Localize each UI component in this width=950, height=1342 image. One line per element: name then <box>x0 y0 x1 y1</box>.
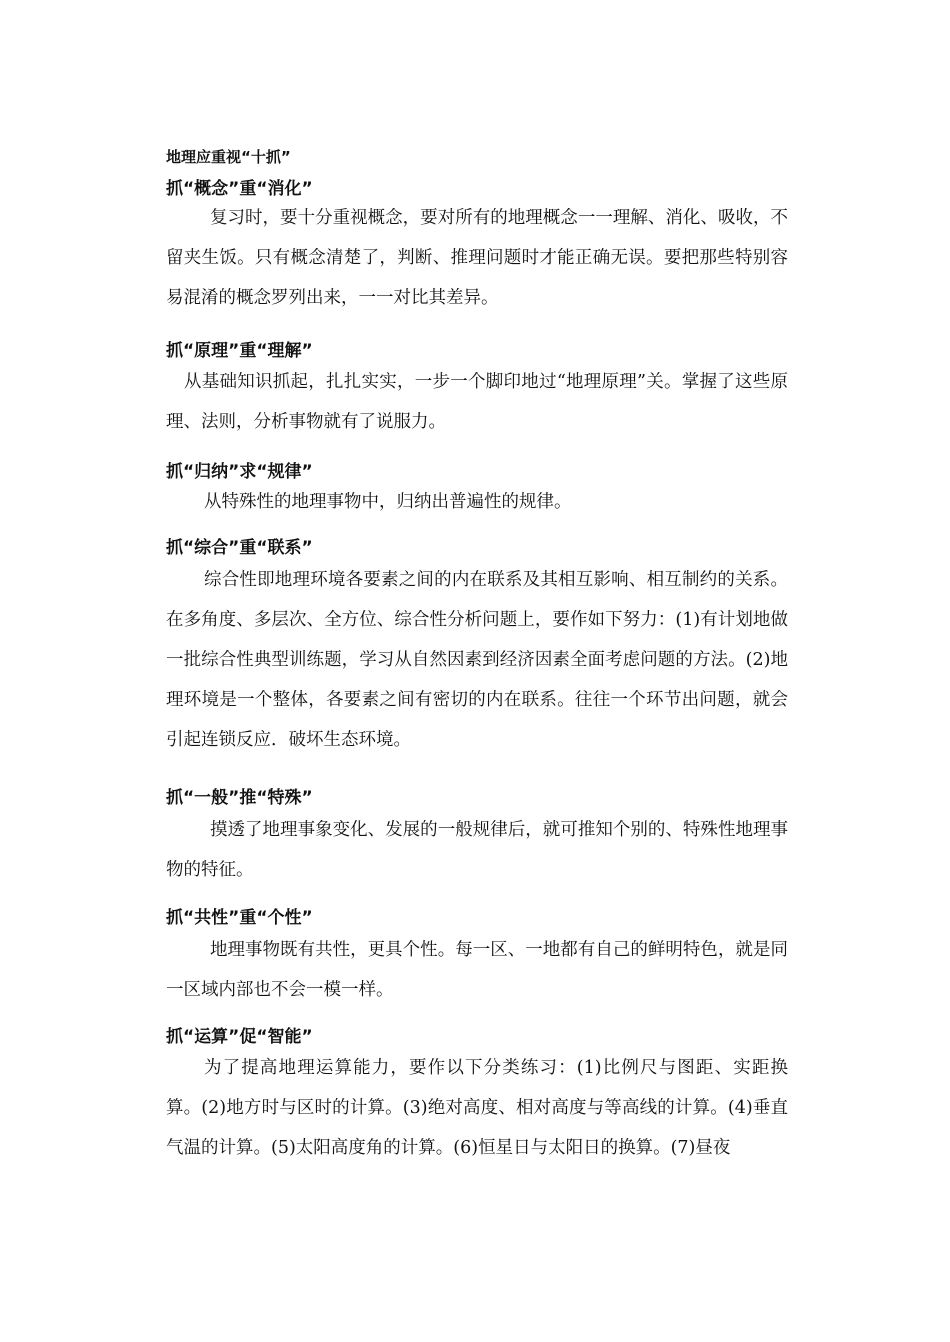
section-heading-induction: 抓“归纳”求“规律” <box>166 462 313 482</box>
section-body-calculation: 为了提高地理运算能力，要作以下分类练习：(1)比例尺与图距、实距换算。(2)地方时与区时的计算。(3)绝对高度、相对高度与等高线的计算。(4)垂直气温的计算。(5)太阳高度角的计算。(6)恒星日与太阳日的换算。(7)昼夜 <box>166 1058 788 1158</box>
section-heading-commonality: 抓“共性”重“个性” <box>166 908 313 928</box>
section-body-induction: 从特殊性的地理事物中，归纳出普遍性的规律。 <box>204 492 572 512</box>
section-heading-synthesis: 抓“综合”重“联系” <box>166 538 313 558</box>
section-heading-general: 抓“一般”推“特殊” <box>166 788 313 808</box>
document-title: 地理应重视“十抓” <box>166 148 291 166</box>
section-body-commonality: 地理事物既有共性，更具个性。每一区、一地都有自己的鲜明特色，就是同一区域内部也不会一模一样。 <box>166 940 788 1000</box>
section-heading-calculation: 抓“运算”促“智能” <box>166 1027 313 1047</box>
section-body-general: 摸透了地理事象变化、发展的一般规律后，就可推知个别的、特殊性地理事物的特征。 <box>166 820 788 880</box>
section-heading-principle: 抓“原理”重“理解” <box>166 341 313 361</box>
section-body-synthesis: 综合性即地理环境各要素之间的内在联系及其相互影响、相互制约的关系。在多角度、多层次、全方位、综合性分析问题上，要作如下努力：(1)有计划地做一批综合性典型训练题，学习从自然因素到经济因素全面考虑问题的方法。(2)地理环境是一个整体，各要素之间有密切的内在联系。往往一个环节出问题，就会引起连锁反应．破坏生态环境。 <box>166 570 788 750</box>
section-body-principle: 从基础知识抓起，扎扎实实，一步一个脚印地过“地理原理”关。掌握了这些原理、法则，分析事物就有了说服力。 <box>166 372 788 432</box>
section-body-concept: 复习时，要十分重视概念，要对所有的地理概念一一理解、消化、吸收，不留夹生饭。只有概念清楚了，判断、推理问题时才能正确无误。要把那些特别容易混淆的概念罗列出来，一一对比其差异。 <box>166 208 788 308</box>
section-heading-concept: 抓“概念”重“消化” <box>166 179 313 199</box>
